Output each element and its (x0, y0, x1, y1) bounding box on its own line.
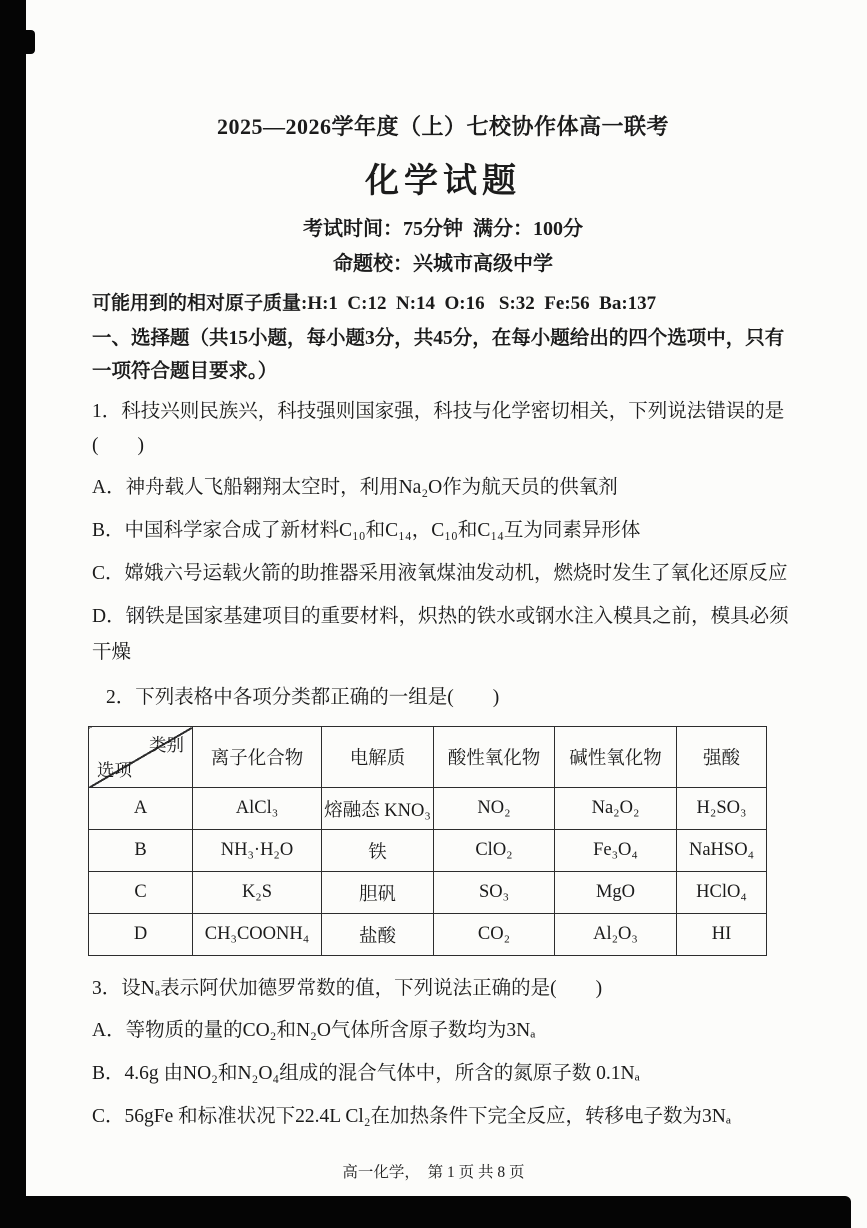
table-corner-cell (89, 727, 193, 788)
table-header-ionic-compound: 离子化合物 (193, 727, 322, 788)
table-cell: Al₂O₃ (555, 914, 677, 956)
table-cell: Fe₃O₄ (555, 830, 677, 872)
question-1-option-b: B．中国科学家合成了新材料C₁₀和C₁₄，C₁₀和C₁₄互为同素异形体 (92, 520, 641, 541)
table-cell: Na₂O₂ (555, 788, 677, 830)
corner-label-option: 选项 (97, 760, 132, 780)
page-footer: 高一化学， 第 1 页 共 8 页 (342, 1164, 525, 1181)
scan-artifact-bottom-edge (0, 1196, 851, 1228)
table-cell: 熔融态 KNO₃ (322, 788, 434, 830)
question-1-option-c: C．嫦娥六号运载火箭的助推器采用液氧煤油发动机，燃烧时发生了氧化还原反应 (92, 563, 788, 584)
table-cell: 盐酸 (322, 914, 434, 956)
table-header-row (89, 727, 767, 788)
table-cell: NH₃·H₂O (193, 830, 322, 872)
question-1-option-a: A．神舟载人飞船翱翔太空时，利用Na₂O作为航天员的供氧剂 (92, 477, 618, 498)
table-cell: CO₂ (434, 914, 555, 956)
exam-session-title: 2025—2026学年度（上）七校协作体高一联考 (216, 114, 669, 139)
exam-school: 命题校：兴城市高级中学 (333, 253, 553, 275)
exam-time-score: 考试时间：75分钟 满分：100分 (303, 218, 583, 240)
table-cell: NO₂ (434, 788, 555, 830)
table-cell: MgO (555, 872, 677, 914)
table-cell: CH₃COONH₄ (193, 914, 322, 956)
table-row-a (89, 788, 767, 830)
table-cell: HClO₄ (677, 872, 767, 914)
corner-label-category: 类别 (149, 735, 184, 755)
question-1-option-d: D．钢铁是国家基建项目的重要材料，炽热的铁水或钢水注入模具之前，模具必须干燥 (92, 606, 789, 663)
table-row-d (89, 914, 767, 956)
question-1-stem: 1．科技兴则民族兴，科技强则国家强，科技与化学密切相关，下列说法错误的是( ) (92, 401, 785, 456)
table-cell: NaHSO₄ (677, 830, 767, 872)
scan-artifact-left-edge (0, 0, 26, 1228)
table-header-basic-oxide: 碱性氧化物 (555, 727, 677, 788)
table-cell: K₂S (193, 872, 322, 914)
row-label: D (89, 914, 193, 956)
question-3-option-a: A．等物质的量的CO₂和N₂O气体所含原子数均为3Nₐ (92, 1020, 536, 1041)
table-cell: H₂SO₃ (677, 788, 767, 830)
row-label: B (89, 830, 193, 872)
question-3-option-c: C．56gFe 和标准状况下22.4L Cl₂在加热条件下完全反应，转移电子数为3Nₐ (92, 1106, 732, 1127)
row-label: C (89, 872, 193, 914)
table-row-b (89, 830, 767, 872)
table-cell: AlCl₃ (193, 788, 322, 830)
row-label: A (89, 788, 193, 830)
paper-title: 化学试题 (365, 163, 521, 200)
table-cell: 铁 (322, 830, 434, 872)
page-content (92, 110, 794, 1135)
question-3-option-b: B．4.6g 由NO₂和N₂O₄组成的混合气体中，所含的氮原子数 0.1Nₐ (92, 1063, 640, 1084)
atomic-masses-note: 可能用到的相对原子质量:H:1 C:12 N:14 O:16 S:32 Fe:56 Ba:137 (92, 293, 657, 314)
table-header-electrolyte: 电解质 (322, 727, 434, 788)
question-3-stem: 3．设Nₐ表示阿伏加德罗常数的值，下列说法正确的是( ) (92, 978, 603, 999)
table-header-strong-acid: 强酸 (677, 727, 767, 788)
table-cell: 胆矾 (322, 872, 434, 914)
table-row-c (89, 872, 767, 914)
question-2-stem: 2．下列表格中各项分类都正确的一组是( ) (106, 687, 500, 708)
scan-artifact-speck (26, 30, 35, 54)
table-cell: ClO₂ (434, 830, 555, 872)
classification-table (88, 726, 767, 956)
section-1-header: 一、选择题（共15小题，每小题3分，共45分，在每小题给出的四个选项中，只有一项符合题目要求。） (92, 328, 785, 382)
table-cell: SO₃ (434, 872, 555, 914)
table-header-acidic-oxide: 酸性氧化物 (434, 727, 555, 788)
table-cell: HI (677, 914, 767, 956)
